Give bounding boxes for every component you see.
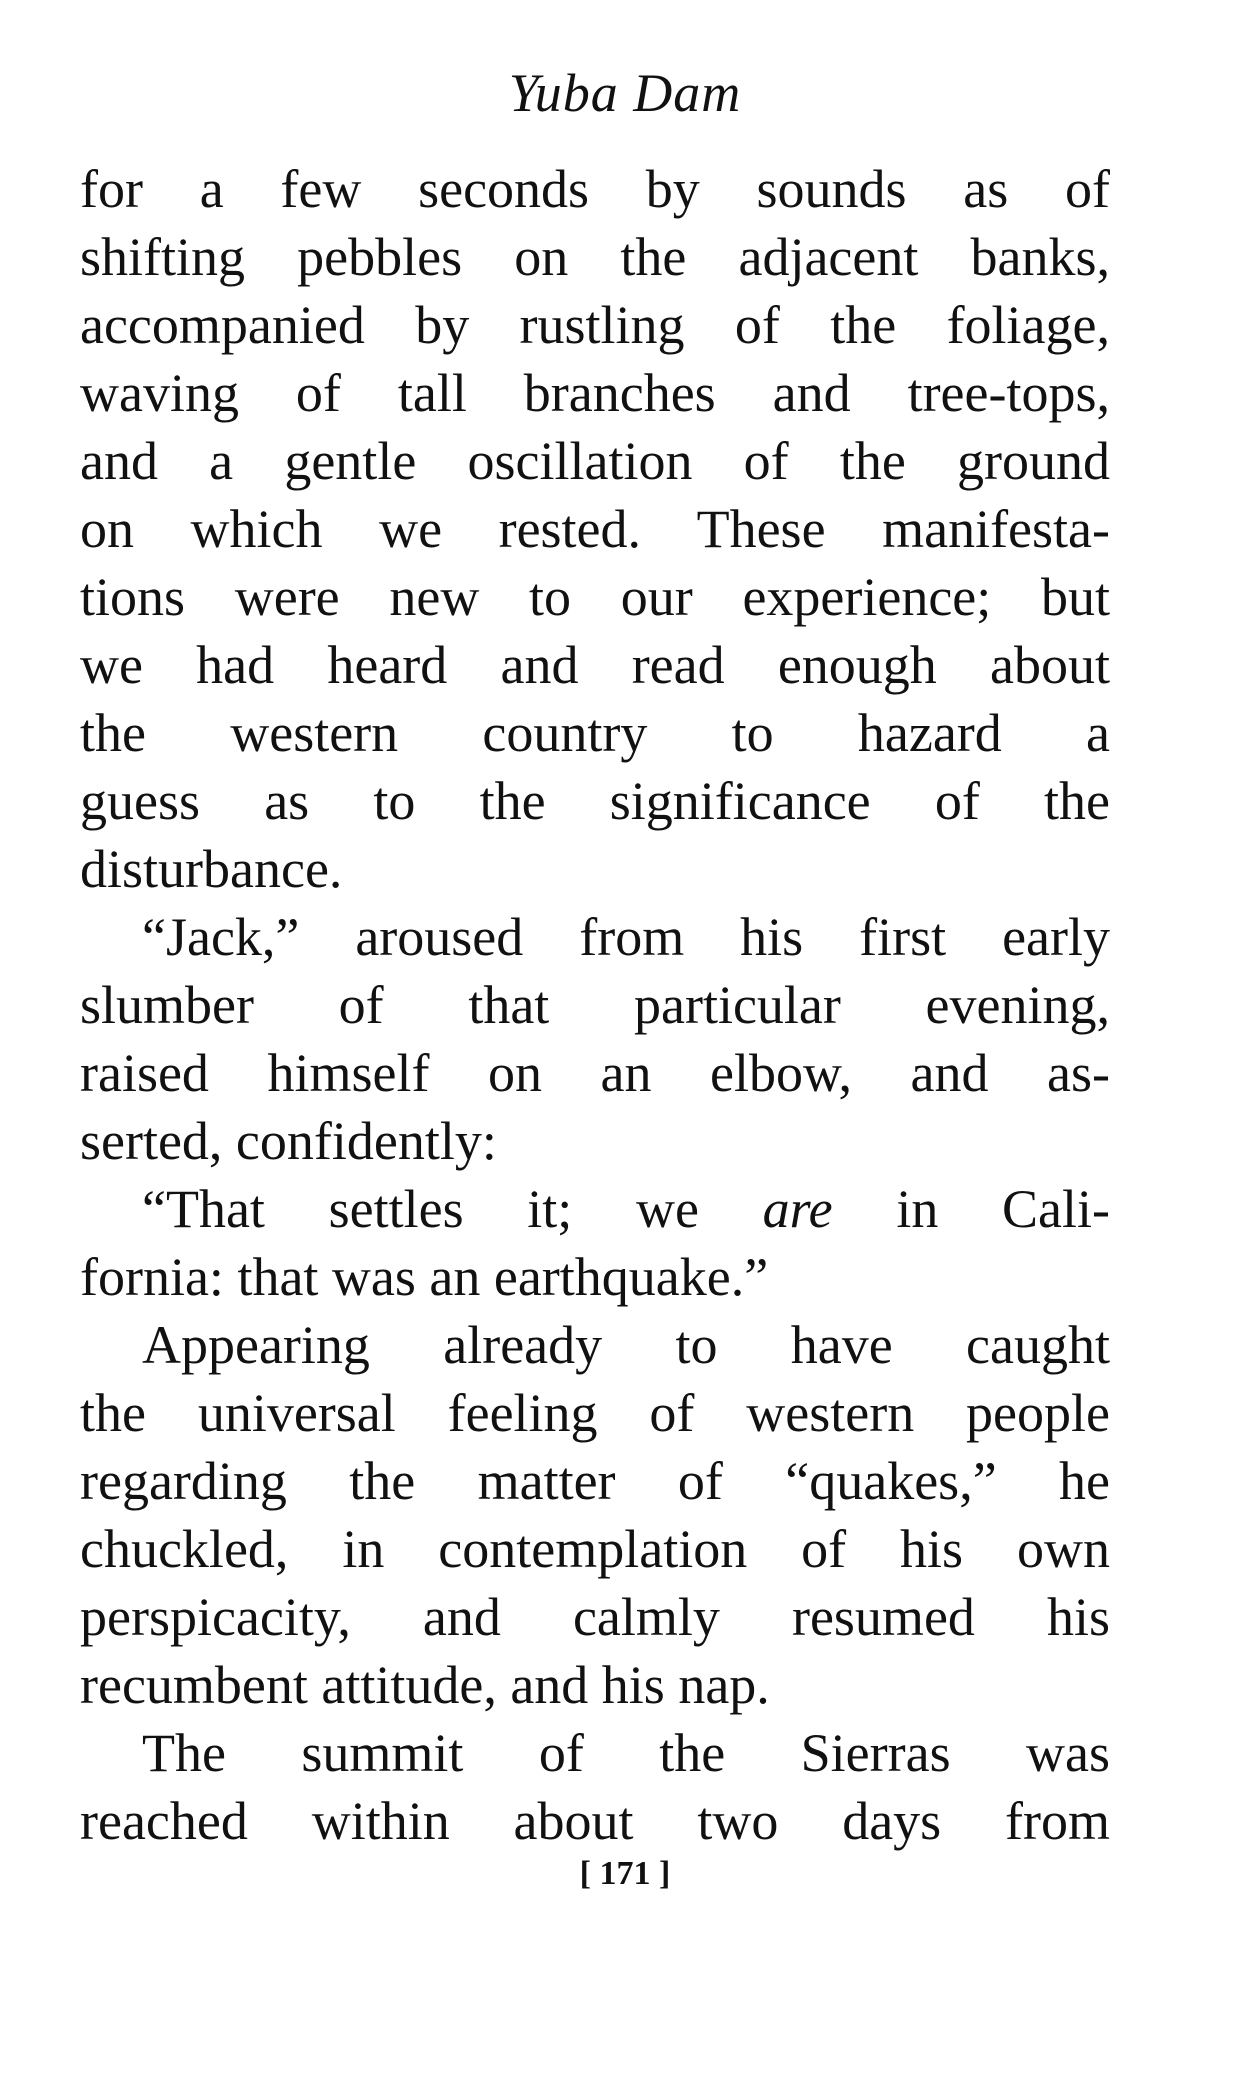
text-line: disturbance. xyxy=(80,839,343,899)
text-line: raised himself on an elbow, and as- xyxy=(80,1043,1110,1103)
text-line: guess as to the significance of the xyxy=(80,771,1110,831)
text-line: The summit of the Sierras was xyxy=(142,1723,1110,1783)
text-line: regarding the matter of “quakes,” he xyxy=(80,1451,1110,1511)
text-line: chuckled, in contemplation of his own xyxy=(80,1519,1110,1579)
text-line: waving of tall branches and tree-tops, xyxy=(80,363,1110,423)
text-line xyxy=(80,1175,1110,1243)
text-line: accompanied by rustling of the foliage, xyxy=(80,295,1110,355)
text-line: the western country to hazard a xyxy=(80,703,1110,763)
text-segment: in Cali- xyxy=(896,1179,1110,1239)
italic-word: are xyxy=(762,1179,833,1239)
text-line: recumbent attitude, and his nap. xyxy=(80,1655,770,1715)
text-line: Appearing already to have caught xyxy=(142,1315,1110,1375)
text-line: fornia: that was an earthquake.” xyxy=(80,1247,769,1307)
text-line: on which we rested. These manifesta- xyxy=(80,499,1110,559)
text-line: perspicacity, and calmly resumed his xyxy=(80,1587,1110,1647)
text-line: serted, confidently: xyxy=(80,1111,497,1171)
running-title: Yuba Dam xyxy=(508,63,742,123)
text-line: shifting pebbles on the adjacent banks, xyxy=(80,227,1110,287)
text-line: the universal feeling of western people xyxy=(80,1383,1110,1443)
text-line: slumber of that particular evening, xyxy=(80,975,1110,1035)
body-text xyxy=(80,155,1110,1855)
page-number: [ 171 ] xyxy=(579,1855,671,1892)
text-line: and a gentle oscillation of the ground xyxy=(80,431,1110,491)
text-line: we had heard and read enough about xyxy=(80,635,1110,695)
text-line: for a few seconds by sounds as of xyxy=(80,159,1110,219)
text-line: “Jack,” aroused from his first early xyxy=(142,907,1110,967)
text-segment: “That settles it; we xyxy=(142,1179,699,1239)
text-line: tions were new to our experience; but xyxy=(80,567,1110,627)
text-line: reached within about two days from xyxy=(80,1791,1110,1851)
